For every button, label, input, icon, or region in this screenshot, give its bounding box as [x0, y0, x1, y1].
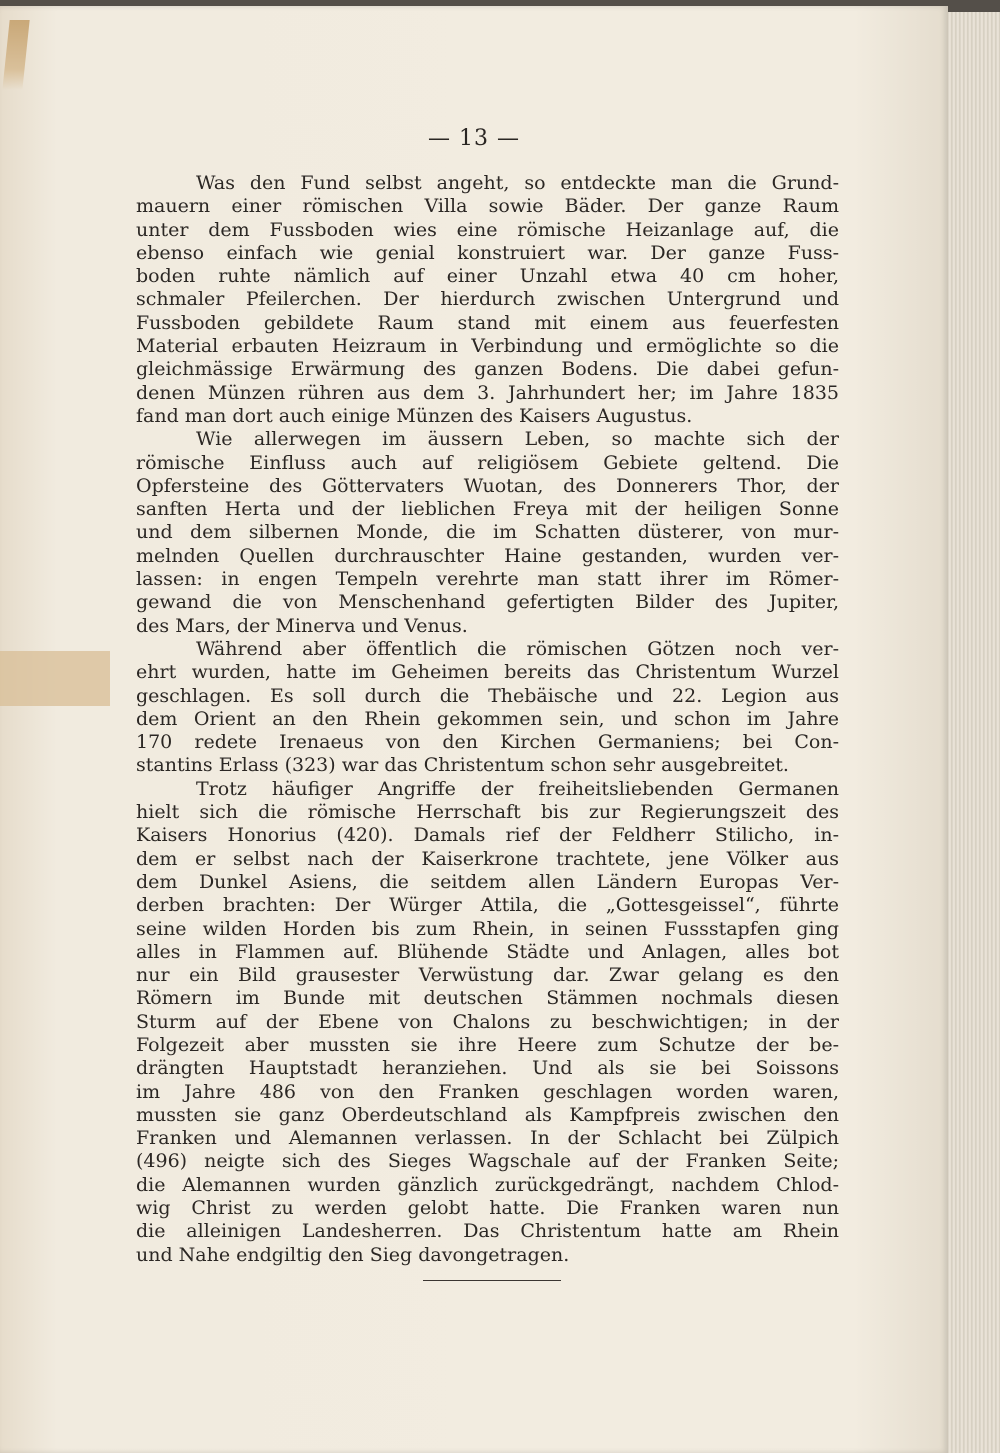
text-line: gleichmässige Erwärmung des ganzen Bodens. Die dabei gefun- [136, 358, 839, 381]
text-line: mussten sie ganz Oberdeutschland als Kampfpreis zwischen den [136, 1103, 839, 1126]
text-line: unter dem Fussboden wies eine römische Heizanlage auf, die [136, 218, 839, 241]
text-line: hielt sich die römische Herrschaft bis zur Regierungszeit des [136, 801, 839, 824]
text-line: geschlagen. Es soll durch die Thebäische und 22. Legion aus [136, 684, 839, 707]
text-line: Fussboden gebildete Raum stand mit einem aus feuerfesten [136, 311, 839, 334]
text-line: wig Christ zu werden gelobt hatte. Die Franken waren nun [136, 1197, 839, 1220]
text-line: ebenso einfach wie genial konstruiert war. Der ganze Fuss- [136, 241, 839, 264]
text-line: gewand die von Menschenhand gefertigten Bilder des Jupiter, [136, 591, 839, 614]
text-line: dem Orient an den Rhein gekommen sein, und schon im Jahre [136, 707, 839, 730]
text-line: dem er selbst nach der Kaiserkrone trachtete, jene Völker aus [136, 847, 839, 870]
text-line: und Nahe endgiltig den Sieg davongetragen. [136, 1243, 570, 1266]
text-line: drängten Hauptstadt heranziehen. Und als sie bei Soissons [136, 1057, 839, 1080]
text-line: des Mars, der Minerva und Venus. [136, 614, 468, 637]
text-line: Material erbauten Heizraum in Verbindung und ermöglichte so die [136, 335, 839, 358]
text-line: mauern einer römischen Villa sowie Bäder. Der ganze Raum [136, 195, 839, 218]
text-line: dem Dunkel Asiens, die seitdem allen Ländern Europas Ver- [136, 870, 839, 893]
text-line: Opfersteine des Göttervaters Wuotan, des Donnerers Thor, der [136, 474, 839, 497]
book-page [0, 6, 948, 1453]
page-number: — 13 — [428, 126, 520, 151]
text-line: nur ein Bild grausester Verwüstung dar. Zwar gelang es den [136, 964, 839, 987]
end-rule [423, 1280, 561, 1281]
text-line: ehrt wurden, hatte im Geheimen bereits das Christentum Wurzel [136, 661, 839, 684]
text-line: (496) neigte sich des Sieges Wagschale auf der Franken Seite; [136, 1150, 839, 1173]
text-line: Was den Fund selbst angeht, so entdeckte man die Grund- [196, 172, 839, 194]
text-line: Sturm auf der Ebene von Chalons zu beschwichtigen; in der [136, 1010, 839, 1033]
text-line: stantins Erlass (323) war das Christentum schon sehr ausgebreitet. [136, 754, 789, 777]
text-line: lassen: in engen Tempeln verehrte man statt ihrer im Römer- [136, 568, 839, 591]
text-line: Folgezeit aber mussten sie ihre Heere zum Schutze der be- [136, 1033, 839, 1056]
text-line: die Alemannen wurden gänzlich zurückgedrängt, nachdem Chlod- [136, 1173, 839, 1196]
tape-mark-top [2, 20, 29, 90]
body-text [136, 172, 839, 1267]
text-line: und dem silbernen Monde, die im Schatten düsterer, von mur- [136, 521, 839, 544]
text-line: römische Einfluss auch auf religiösem Gebiete geltend. Die [136, 451, 839, 474]
text-line: Während aber öffentlich die römischen Götzen noch ver- [196, 637, 839, 660]
text-line: denen Münzen rühren aus dem 3. Jahrhundert her; im Jahre 1835 [136, 381, 839, 404]
text-line: Trotz häufiger Angriffe der freiheitsliebenden Germanen [196, 777, 839, 800]
text-line: boden ruhte nämlich auf einer Unzahl etwa 40 cm hoher, [136, 265, 839, 288]
text-line: alles in Flammen auf. Blühende Städte und Anlagen, alles bot [136, 940, 839, 963]
text-line: derben brachten: Der Würger Attila, die „Gottesgeissel“, führte [136, 894, 839, 917]
text-line: die alleinigen Landesherren. Das Christentum hatte am Rhein [136, 1220, 839, 1243]
text-line: 170 redete Irenaeus von den Kirchen Germaniens; bei Con- [136, 731, 839, 754]
text-line: melnden Quellen durchrauschter Haine gestanden, wurden ver- [136, 544, 839, 567]
text-line: im Jahre 486 von den Franken geschlagen worden waren, [136, 1080, 839, 1103]
text-line: fand man dort auch einige Münzen des Kaisers Augustus. [136, 404, 693, 427]
stacked-page-edges [948, 12, 1000, 1453]
text-line: Römern im Bunde mit deutschen Stämmen nochmals diesen [136, 987, 839, 1010]
text-line: Wie allerwegen im äussern Leben, so machte sich der [196, 428, 839, 451]
tape-mark-side [0, 651, 110, 706]
text-line: Franken und Alemannen verlassen. In der Schlacht bei Zülpich [136, 1127, 839, 1150]
text-line: seine wilden Horden bis zum Rhein, in seinen Fussstapfen ging [136, 917, 839, 940]
text-line: sanften Herta und der lieblichen Freya mit der heiligen Sonne [136, 498, 839, 521]
text-line: schmaler Pfeilerchen. Der hierdurch zwischen Untergrund und [136, 288, 839, 311]
text-line: Kaisers Honorius (420). Damals rief der Feldherr Stilicho, in- [136, 824, 839, 847]
